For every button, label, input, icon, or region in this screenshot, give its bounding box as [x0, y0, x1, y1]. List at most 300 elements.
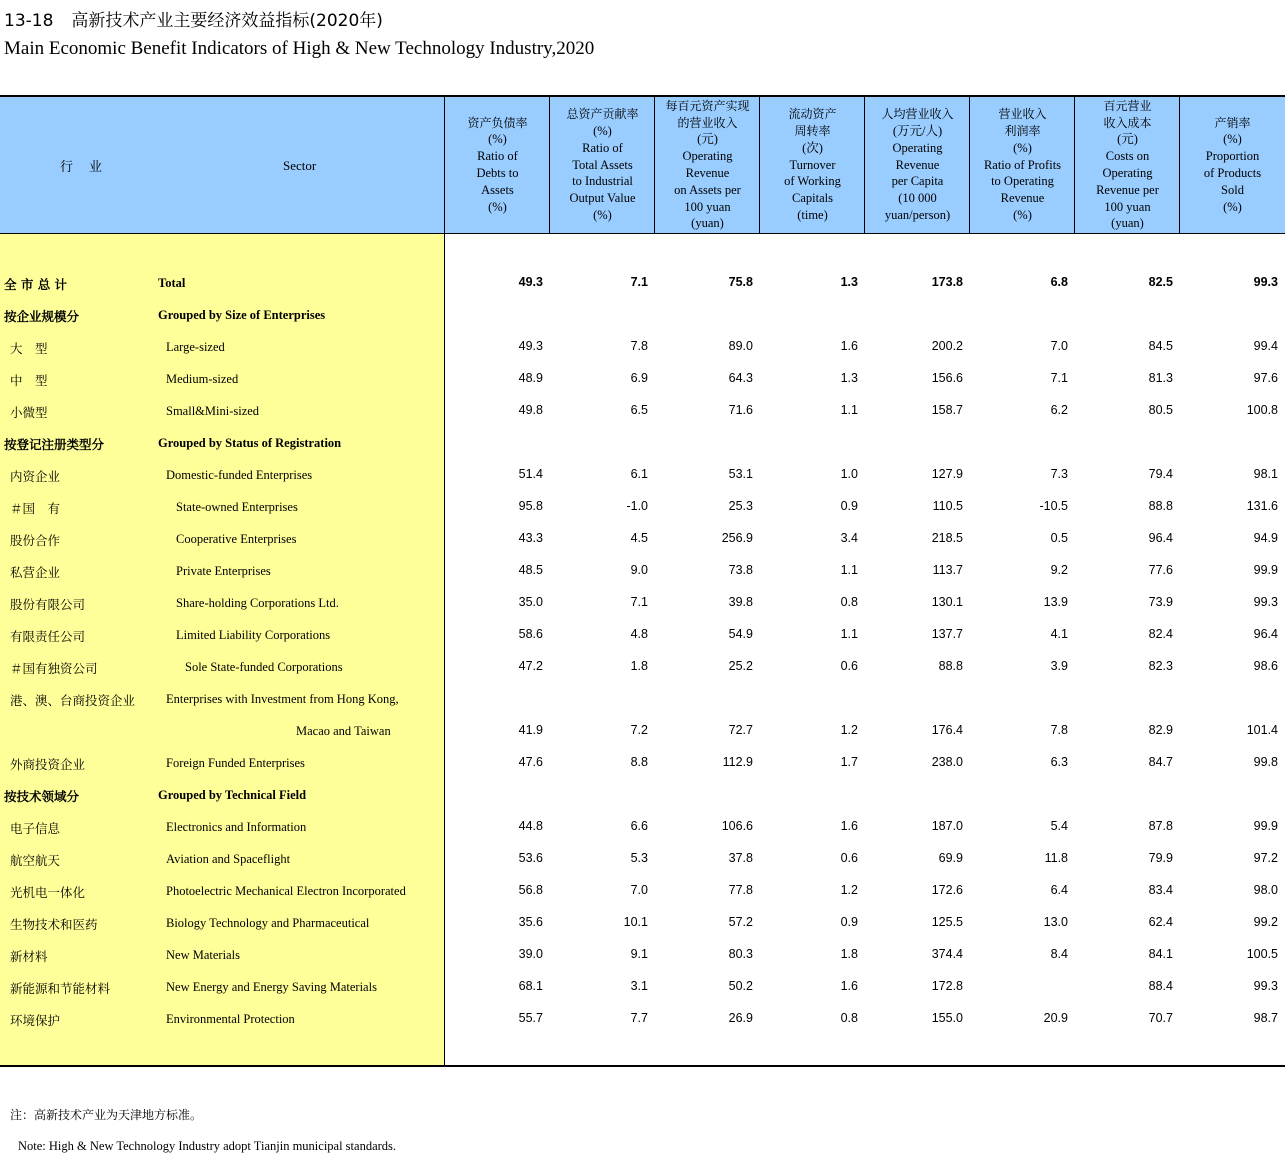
cell-value: 155.0 — [931, 1011, 963, 1025]
cell-value: 7.1 — [630, 595, 648, 609]
cell-value: 8.8 — [630, 755, 648, 769]
row-label-en: Share-holding Corporations Ltd. — [176, 596, 339, 610]
cell-value: 53.1 — [728, 467, 753, 481]
cell-value: 156.6 — [931, 371, 963, 385]
header-col-en-line: Costs on — [1105, 149, 1150, 164]
cell-value: 101.4 — [1246, 723, 1278, 737]
cell-value: 100.5 — [1246, 947, 1278, 961]
cell-value: 6.4 — [1050, 883, 1068, 897]
row-label-en: Biology Technology and Pharmaceutical — [166, 916, 370, 930]
row-label-cn: 中 型 — [10, 373, 48, 388]
cell-value: 83.4 — [1148, 883, 1173, 897]
cell-value: 88.8 — [938, 659, 963, 673]
row-label-cn: 按企业规模分 — [4, 309, 80, 324]
cell-value: 99.9 — [1253, 819, 1278, 833]
cell-value: 0.8 — [840, 595, 858, 609]
row-label-en: Grouped by Status of Registration — [158, 436, 342, 450]
table-row — [0, 810, 1285, 842]
row-label-cn: 股份合作 — [10, 533, 61, 548]
row-label-cn: 大 型 — [10, 341, 48, 356]
header-col-en-line: (%) — [1013, 207, 1032, 222]
cell-value: 97.6 — [1253, 371, 1278, 385]
header-col-en-line: Assets — [481, 182, 514, 197]
header-col-en-line: (%) — [593, 124, 612, 138]
cell-value: 7.0 — [630, 883, 648, 897]
table-row — [0, 650, 1285, 682]
cell-value: 98.7 — [1253, 1011, 1278, 1025]
header-col-en-line: (元) — [1117, 132, 1138, 147]
cell-value: 99.8 — [1253, 755, 1278, 769]
cell-value: 88.8 — [1148, 499, 1173, 513]
cell-value: 56.8 — [518, 883, 543, 897]
cell-value: 95.8 — [518, 499, 543, 513]
cell-value: 1.2 — [840, 883, 858, 897]
header-col-en-line: Revenue — [895, 157, 940, 172]
header-col-en-line: Ratio of — [477, 149, 518, 164]
row-label-cn: 航空航天 — [10, 853, 61, 868]
note-en: Note: High & New Technology Industry adopt Tianjin municipal standards. — [18, 1139, 397, 1153]
cell-value: 125.5 — [931, 915, 963, 929]
row-label-cn: 外商投资企业 — [10, 757, 86, 772]
table-row — [0, 586, 1285, 618]
row-label-en: Photoelectric Mechanical Electron Incorporated — [166, 884, 406, 898]
row-label-en: Large-sized — [166, 340, 225, 354]
cell-value: 137.7 — [931, 627, 963, 641]
page-title-en: Main Economic Benefit Indicators of High & New Technology Industry,2020 — [4, 38, 595, 59]
row-label-cn: 新能源和节能材料 — [10, 981, 111, 996]
row-label-cn: ＃国有独资公司 — [10, 661, 98, 676]
cell-value: 64.3 — [728, 371, 753, 385]
cell-value: 4.8 — [630, 627, 648, 641]
header-col-en-line: (%) — [1223, 199, 1242, 214]
table-row — [0, 842, 1285, 874]
table-row — [0, 618, 1285, 650]
row-label-en: Foreign Funded Enterprises — [166, 756, 305, 770]
cell-value: 256.9 — [721, 531, 753, 545]
header-divider — [549, 97, 550, 233]
cell-value: 3.9 — [1050, 659, 1068, 673]
cell-value: 80.5 — [1148, 403, 1173, 417]
cell-value: 84.1 — [1148, 947, 1173, 961]
row-label-en: New Energy and Energy Saving Materials — [166, 980, 377, 994]
cell-value: 47.6 — [518, 755, 543, 769]
header-col-cn-line: 人均营业收入 — [881, 107, 954, 122]
cell-value: 97.2 — [1253, 851, 1278, 865]
cell-value: 50.2 — [728, 979, 753, 993]
header-col-en-line: Revenue per — [1096, 182, 1159, 197]
cell-value: 99.3 — [1253, 595, 1278, 609]
header-col-en-line: of Products — [1203, 166, 1262, 180]
header-col-en-line: to Industrial — [572, 174, 633, 189]
cell-value: 69.9 — [938, 851, 963, 865]
cell-value: 75.8 — [728, 275, 753, 289]
cell-value: 25.2 — [728, 659, 753, 673]
cell-value: 131.6 — [1246, 499, 1278, 513]
cell-value: 0.9 — [840, 499, 858, 513]
header-col-3 — [655, 97, 760, 233]
table-row — [0, 426, 1285, 458]
header-col-2 — [550, 97, 655, 233]
table-row — [0, 522, 1285, 554]
cell-value: 7.7 — [630, 1011, 648, 1025]
header-col-en-line: Operating — [1102, 166, 1153, 180]
header-col-en-line: Total Assets — [572, 157, 633, 172]
header-col-en-line: Ratio of — [582, 140, 623, 155]
row-label-en: State-owned Enterprises — [176, 500, 298, 514]
header-col-en-line: (10 000 — [898, 191, 937, 206]
row-label-en: Cooperative Enterprises — [176, 532, 297, 546]
header-col-en-line: (%) — [593, 207, 612, 222]
header-col-cn-line: 产销率 — [1214, 115, 1251, 130]
header-col-en-line: (万元/人) — [892, 124, 943, 138]
header-divider — [1074, 97, 1075, 233]
cell-value: 7.1 — [630, 275, 648, 289]
cell-value: 51.4 — [518, 467, 543, 481]
cell-value: 7.1 — [1050, 371, 1068, 385]
cell-value: 89.0 — [728, 339, 753, 353]
header-col-en-line: Proportion — [1205, 149, 1260, 164]
page-title-cn — [4, 6, 383, 31]
cell-value: 1.1 — [840, 627, 858, 641]
header-col-cn-line: 利润率 — [1004, 124, 1041, 138]
cell-value: 158.7 — [931, 403, 963, 417]
row-label-cn: 电子信息 — [10, 821, 61, 836]
cell-value: 374.4 — [931, 947, 963, 961]
cell-value: 127.9 — [931, 467, 963, 481]
header-col-en-line: Operating — [682, 149, 733, 164]
row-label-en: Limited Liability Corporations — [176, 628, 331, 642]
row-label-en: Electronics and Information — [166, 820, 307, 834]
cell-value: 0.6 — [840, 851, 858, 865]
cell-value: -1.0 — [626, 499, 648, 513]
cell-value: 96.4 — [1253, 627, 1278, 641]
cell-value: 112.9 — [722, 755, 753, 769]
cell-value: 9.1 — [630, 947, 648, 961]
header-divider — [759, 97, 760, 233]
table-row — [0, 1002, 1285, 1034]
cell-value: 0.9 — [840, 915, 858, 929]
table-row — [0, 394, 1285, 426]
cell-value: 1.8 — [840, 947, 858, 961]
cell-value: 79.9 — [1148, 851, 1173, 865]
header-col-en-line: (yuan) — [691, 216, 724, 231]
cell-value: 7.0 — [1050, 339, 1068, 353]
cell-value: 1.7 — [840, 755, 858, 769]
cell-value: 39.0 — [518, 947, 543, 961]
row-label-cn: 内资企业 — [10, 469, 61, 484]
cell-value: 110.5 — [932, 499, 963, 513]
table-row — [0, 554, 1285, 586]
header-col-cn-line: 资产负债率 — [467, 115, 528, 130]
row-label-en: Domestic-funded Enterprises — [166, 468, 313, 482]
cell-value: 1.0 — [840, 467, 858, 481]
cell-value: 84.5 — [1148, 339, 1173, 353]
cell-value: 98.1 — [1253, 467, 1278, 481]
cell-value: 72.7 — [728, 723, 753, 737]
cell-value: 62.4 — [1148, 915, 1173, 929]
table-row — [0, 266, 1285, 298]
row-label-en: New Materials — [166, 948, 240, 962]
cell-value: 176.4 — [931, 723, 963, 737]
cell-value: 1.1 — [840, 403, 858, 417]
cell-value: 4.5 — [630, 531, 648, 545]
table-row — [0, 906, 1285, 938]
row-label-en: Grouped by Size of Enterprises — [158, 308, 326, 322]
header-col-en-line: Output Value — [569, 191, 636, 206]
cell-value: 68.1 — [518, 979, 543, 993]
cell-value: 49.8 — [518, 403, 543, 417]
cell-value: 82.9 — [1148, 723, 1173, 737]
header-col-en-line: 100 yuan — [684, 199, 731, 214]
cell-value: 7.2 — [630, 723, 648, 737]
header-col-5 — [865, 97, 970, 233]
cell-value: 49.3 — [518, 339, 543, 353]
cell-value: 43.3 — [518, 531, 543, 545]
cell-value: 44.8 — [518, 819, 543, 833]
cell-value: 25.3 — [728, 499, 753, 513]
header-col-en-line: Sold — [1221, 182, 1244, 197]
table-row — [0, 682, 1285, 714]
row-label-cn: 新材料 — [10, 949, 48, 964]
header-col-en-line: Ratio of Profits — [983, 157, 1062, 172]
cell-value: 99.9 — [1253, 563, 1278, 577]
table-row — [0, 938, 1285, 970]
header-divider — [969, 97, 970, 233]
row-label-en: Small&Mini-sized — [166, 404, 260, 418]
cell-value: 173.8 — [931, 275, 963, 289]
cell-value: 39.8 — [728, 595, 753, 609]
row-label-en: Macao and Taiwan — [296, 724, 391, 738]
header-col-cn-line: 总资产贡献率 — [566, 107, 639, 122]
header-col-4 — [760, 97, 865, 233]
cell-value: 58.6 — [518, 627, 543, 641]
cell-value: 130.1 — [931, 595, 963, 609]
row-label-cn: 生物技术和医药 — [10, 917, 98, 932]
header-col-en-line: (次) — [802, 140, 823, 155]
cell-value: 13.0 — [1043, 915, 1068, 929]
cell-value: 20.9 — [1043, 1011, 1068, 1025]
row-label-cn: 港、澳、台商投资企业 — [10, 693, 136, 708]
row-label-cn: 按登记注册类型分 — [4, 437, 105, 452]
cell-value: 6.6 — [630, 819, 648, 833]
cell-value: 1.6 — [840, 979, 858, 993]
cell-value: 87.8 — [1148, 819, 1173, 833]
header-col-cn-line: 周转率 — [794, 124, 831, 138]
cell-value: 73.8 — [728, 563, 753, 577]
cell-value: 98.0 — [1253, 883, 1278, 897]
row-label-en: Total — [158, 276, 186, 290]
cell-value: 6.9 — [630, 371, 648, 385]
cell-value: 48.9 — [518, 371, 543, 385]
cell-value: 218.5 — [931, 531, 963, 545]
cell-value: 3.1 — [630, 979, 648, 993]
row-label-cn: ＃国 有 — [10, 501, 61, 516]
header-col-6 — [970, 97, 1075, 233]
header-col-cn-line: 营业收入 — [998, 107, 1047, 122]
cell-value: 47.2 — [518, 659, 543, 673]
header-col-en-line: 100 yuan — [1104, 199, 1151, 214]
cell-value: 82.5 — [1148, 275, 1173, 289]
table-row — [0, 970, 1285, 1002]
cell-value: 172.6 — [931, 883, 963, 897]
cell-value: 0.6 — [840, 659, 858, 673]
header-col-cn-line: 流动资产 — [788, 107, 837, 122]
cell-value: 94.9 — [1253, 531, 1278, 545]
cell-value: 82.4 — [1148, 627, 1173, 641]
header-col-en-line: Capitals — [792, 191, 833, 206]
cell-value: 77.6 — [1148, 563, 1173, 577]
cell-value: 0.5 — [1050, 531, 1068, 545]
header-col-en-line: Turnover — [789, 157, 836, 172]
cell-value: 48.5 — [518, 563, 543, 577]
header-col-1 — [445, 97, 550, 233]
table-row — [0, 874, 1285, 906]
header-col-en-line: Revenue — [685, 166, 730, 180]
cell-value: 49.3 — [518, 275, 543, 289]
cell-value: 113.7 — [932, 563, 963, 577]
cell-value: 100.8 — [1246, 403, 1278, 417]
row-label-cn: 光机电一体化 — [10, 885, 86, 900]
row-label-cn: 股份有限公司 — [10, 597, 86, 612]
row-label-en: Aviation and Spaceflight — [166, 852, 291, 866]
cell-value: 106.6 — [721, 819, 753, 833]
header-sector-en: Sector — [283, 158, 317, 173]
header-col-8 — [1180, 97, 1285, 233]
header-col-en-line: yuan/person) — [884, 207, 951, 222]
header-col-en-line: (%) — [488, 132, 507, 147]
cell-value: 11.8 — [1044, 851, 1068, 865]
cell-value: 84.7 — [1148, 755, 1173, 769]
cell-value: 7.8 — [630, 339, 648, 353]
row-label-en: Enterprises with Investment from Hong Kong, — [166, 692, 399, 706]
row-label-cn: 按技术领域分 — [4, 789, 80, 804]
cell-value: 73.9 — [1148, 595, 1173, 609]
header-col-cn-line: 的营业收入 — [677, 115, 738, 130]
title-cn-text: 高新技术产业主要经济效益指标(2020年) — [71, 11, 383, 31]
header-col-en-line: (time) — [797, 207, 828, 222]
table-header-rule — [0, 233, 1285, 234]
cell-value: -10.5 — [1039, 499, 1068, 513]
table-row — [0, 298, 1285, 330]
cell-value: 238.0 — [931, 755, 963, 769]
cell-value: 88.4 — [1148, 979, 1173, 993]
header-col-cn-line: 收入成本 — [1103, 115, 1152, 130]
cell-value: 0.8 — [840, 1011, 858, 1025]
row-label-en: Sole State-funded Corporations — [185, 660, 343, 674]
cell-value: 71.6 — [728, 403, 753, 417]
header-industry-cn: 行业 — [60, 160, 119, 175]
table-row — [0, 362, 1285, 394]
header-col-en-line: on Assets per — [674, 182, 741, 197]
cell-value: 10.1 — [623, 915, 648, 929]
cell-value: 96.4 — [1148, 531, 1173, 545]
cell-value: 1.6 — [840, 339, 858, 353]
row-label-cn: 环境保护 — [10, 1013, 61, 1028]
cell-value: 6.2 — [1050, 403, 1068, 417]
row-label-en: Environmental Protection — [166, 1012, 295, 1026]
row-label-en: Grouped by Technical Field — [158, 788, 307, 802]
header-col-en-line: per Capita — [891, 174, 944, 189]
cell-value: 57.2 — [728, 915, 753, 929]
cell-value: 3.4 — [840, 531, 858, 545]
table-row — [0, 490, 1285, 522]
cell-value: 9.0 — [630, 563, 648, 577]
cell-value: 200.2 — [931, 339, 963, 353]
note-cn: 注：高新技术产业为天津地方标准。 — [10, 1108, 203, 1122]
cell-value: 98.6 — [1253, 659, 1278, 673]
row-label-cn: 小微型 — [10, 405, 48, 420]
cell-value: 187.0 — [931, 819, 963, 833]
cell-value: 13.9 — [1043, 595, 1068, 609]
cell-value: 53.6 — [518, 851, 543, 865]
cell-value: 7.3 — [1050, 467, 1068, 481]
cell-value: 6.5 — [630, 403, 648, 417]
cell-value: 1.8 — [630, 659, 648, 673]
cell-value: 1.2 — [840, 723, 858, 737]
cell-value: 6.8 — [1050, 275, 1068, 289]
header-col-en-line: (%) — [488, 199, 507, 214]
cell-value: 79.4 — [1148, 467, 1173, 481]
header-col-en-line: Revenue — [1000, 191, 1045, 206]
cell-value: 35.0 — [518, 595, 543, 609]
cell-value: 82.3 — [1148, 659, 1173, 673]
cell-value: 35.6 — [518, 915, 543, 929]
cell-value: 5.3 — [630, 851, 648, 865]
cell-value: 6.1 — [630, 467, 648, 481]
cell-value: 99.4 — [1253, 339, 1278, 353]
row-label-en: Medium-sized — [166, 372, 239, 386]
cell-value: 9.2 — [1050, 563, 1068, 577]
header-col-cn-line: 每百元资产实现 — [665, 98, 750, 113]
cell-value: 8.4 — [1050, 947, 1068, 961]
header-col-en-line: Operating — [892, 140, 943, 155]
header-col-en-line: (元) — [697, 132, 718, 147]
header-divider — [1179, 97, 1180, 233]
cell-value: 4.1 — [1050, 627, 1068, 641]
header-col-en-line: Debts to — [476, 166, 519, 180]
table-row — [0, 778, 1285, 810]
table-row — [0, 746, 1285, 778]
table-row — [0, 330, 1285, 362]
header-divider — [654, 97, 655, 233]
table-bottom-rule — [0, 1065, 1285, 1067]
cell-value: 172.8 — [931, 979, 963, 993]
cell-value: 1.6 — [840, 819, 858, 833]
cell-value: 99.2 — [1253, 915, 1278, 929]
cell-value: 77.8 — [728, 883, 753, 897]
header-col-en-line: to Operating — [991, 174, 1054, 189]
cell-value: 1.3 — [840, 371, 858, 385]
row-label-cn: 全 市 总 计 — [4, 277, 68, 292]
cell-value: 80.3 — [728, 947, 753, 961]
cell-value: 26.9 — [728, 1011, 753, 1025]
header-col-en-line: (yuan) — [1111, 216, 1144, 231]
header-col-cn-line: 百元营业 — [1103, 98, 1152, 113]
cell-value: 41.9 — [518, 723, 543, 737]
cell-value: 54.9 — [728, 627, 753, 641]
row-label-cn: 有限责任公司 — [10, 629, 86, 644]
header-col-en-line: of Working — [784, 174, 841, 189]
header-col-en-line: (%) — [1013, 140, 1032, 155]
table-number: 13-18 — [4, 11, 54, 31]
table-row — [0, 458, 1285, 490]
cell-value: 99.3 — [1253, 275, 1278, 289]
cell-value: 5.4 — [1050, 819, 1068, 833]
cell-value: 7.8 — [1050, 723, 1068, 737]
cell-value: 81.3 — [1148, 371, 1173, 385]
cell-value: 55.7 — [518, 1011, 543, 1025]
cell-value: 99.3 — [1253, 979, 1278, 993]
